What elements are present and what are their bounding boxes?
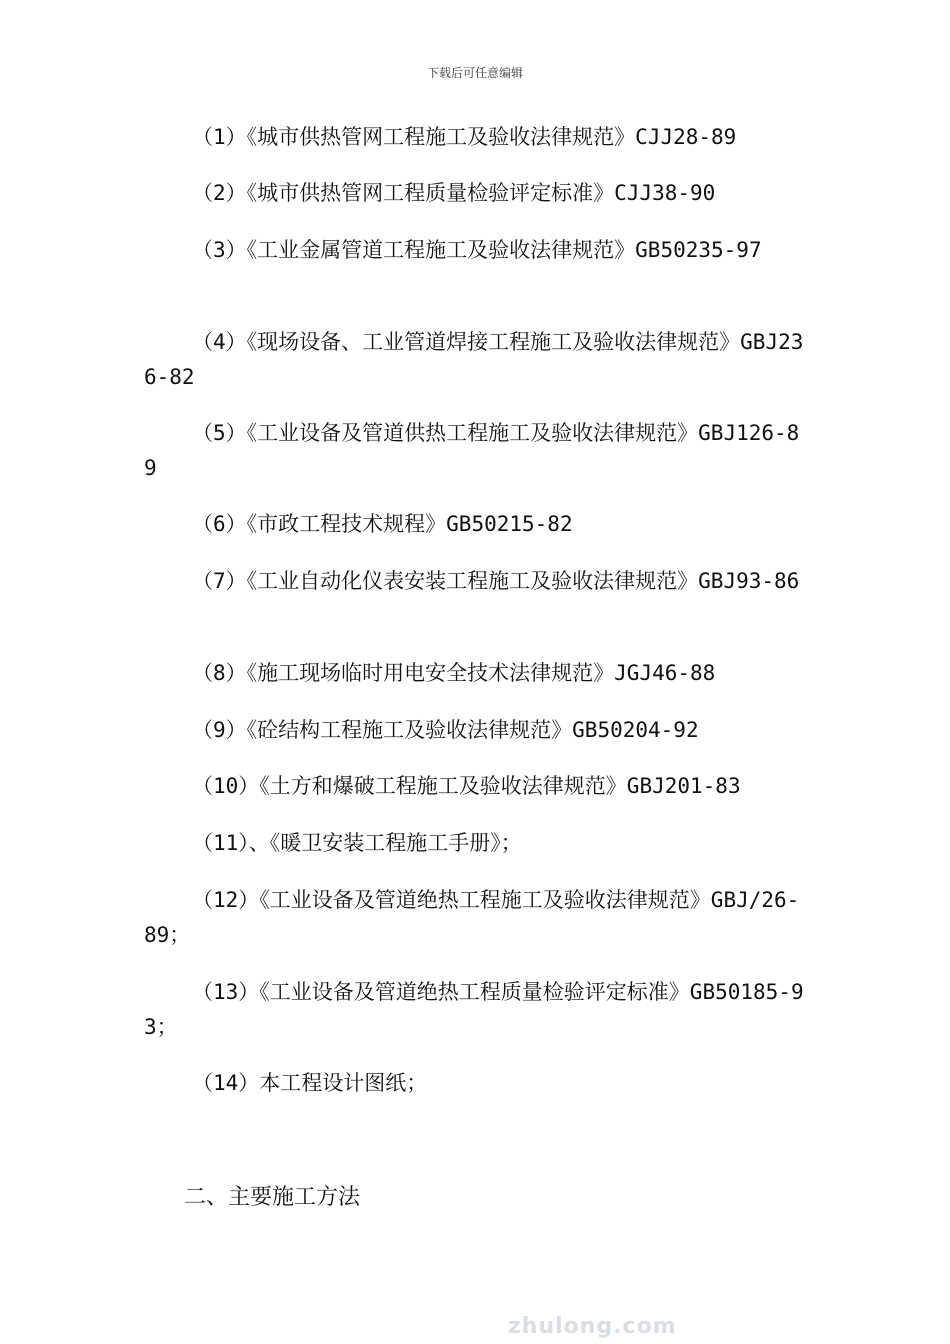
item-number: （9）: [192, 718, 247, 742]
item-number: （12）: [192, 888, 260, 912]
list-item: [144, 883, 804, 953]
list-item: [144, 176, 804, 211]
item-number: （11）: [192, 831, 249, 855]
list-item: [144, 1066, 804, 1101]
item-text: 《砼结构工程施工及验收法律规范》GB50204-92: [246, 718, 699, 742]
list-item: [144, 975, 804, 1045]
list-item: [144, 507, 804, 542]
watermark: zhulong.com: [508, 1314, 677, 1339]
item-number: （1）: [192, 125, 247, 149]
item-text: 本工程设计图纸；: [259, 1071, 428, 1095]
list-item: [144, 564, 804, 599]
item-number: （3）: [192, 238, 247, 262]
list-item: [144, 826, 804, 861]
item-text: 《工业金属管道工程施工及验收法律规范》GB50235-97: [246, 238, 762, 262]
item-number: （10）: [192, 774, 260, 798]
list-item: [144, 325, 804, 395]
list-item: [144, 416, 804, 486]
item-text: 《工业设备及管道供热工程施工及验收法律规范》GBJ126-89: [144, 421, 800, 480]
item-text: 《现场设备、工业管道焊接工程施工及验收法律规范》GBJ236-82: [144, 330, 804, 389]
item-text: 《施工现场临时用电安全技术法律规范》JGJ46-88: [246, 661, 716, 685]
item-number: （13）: [192, 980, 260, 1004]
page-header: 下载后可任意编辑: [426, 66, 523, 80]
item-text: 《城市供热管网工程施工及验收法律规范》CJJ28-89: [246, 125, 737, 149]
item-number: （4）: [192, 330, 247, 354]
section-heading: 二、主要施工方法: [184, 1185, 361, 1210]
item-text: 《土方和爆破工程施工及验收法律规范》GBJ201-83: [259, 774, 741, 798]
item-text: 《市政工程技术规程》GB50215-82: [246, 512, 573, 536]
list-item: [144, 656, 804, 691]
item-number: （14）: [192, 1071, 260, 1095]
item-number: （6）: [192, 512, 247, 536]
item-number: （7）: [192, 569, 247, 593]
item-text: 《工业自动化仪表安装工程施工及验收法律规范》GBJ93-86: [246, 569, 800, 593]
item-text: 《工业设备及管道绝热工程质量检验评定标准》GB50185-93；: [144, 980, 804, 1039]
item-text: 《工业设备及管道绝热工程施工及验收法律规范》GBJ/26-89；: [144, 888, 800, 947]
item-number: （8）: [192, 661, 247, 685]
list-item: [144, 769, 804, 804]
item-text: 、《暖卫安装工程施工手册》；: [248, 831, 522, 855]
item-number: （2）: [192, 181, 247, 205]
item-number: （5）: [192, 421, 247, 445]
item-text: 《城市供热管网工程质量检验评定标准》CJJ38-90: [246, 181, 716, 205]
list-item: [144, 120, 804, 155]
list-item: [144, 713, 804, 748]
list-item: [144, 233, 804, 268]
